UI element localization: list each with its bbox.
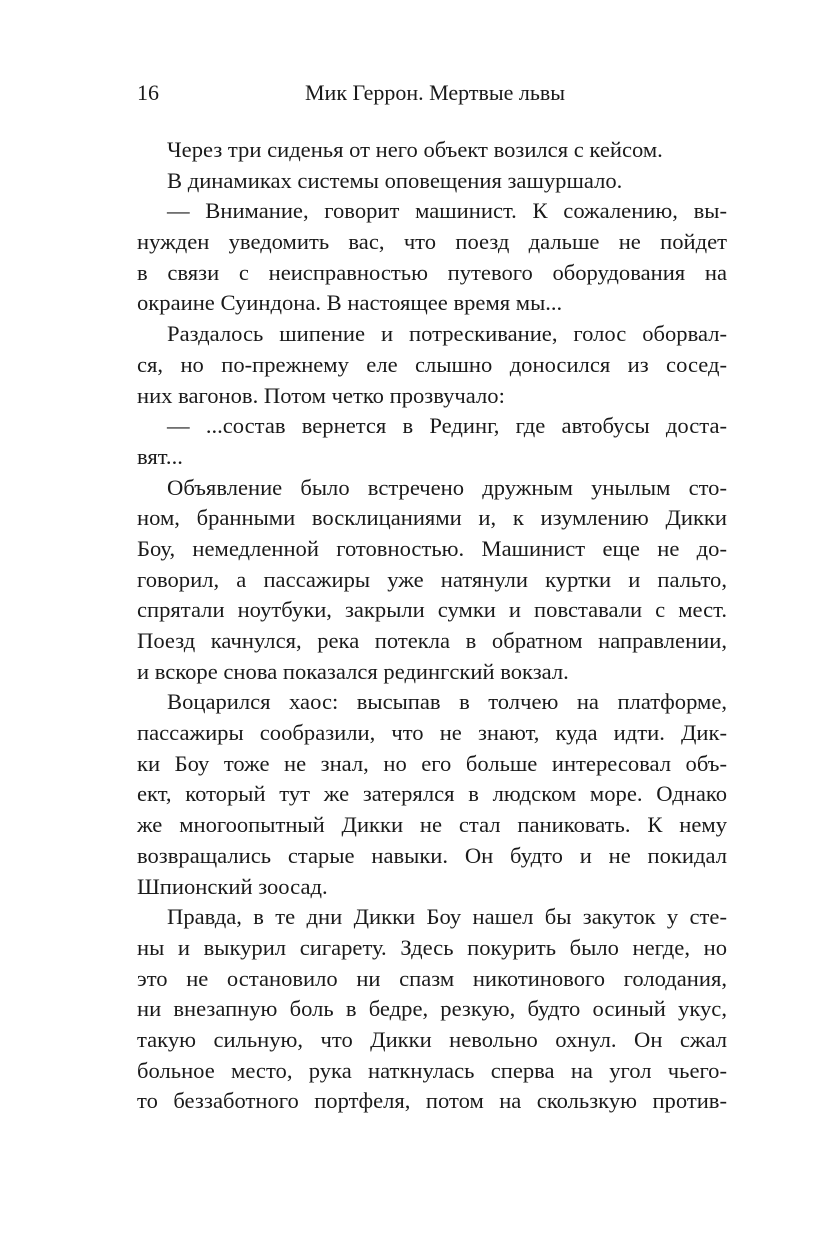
text-line: и вскоре снова показался редингский вокзал. [137,658,569,684]
page-number: 16 [137,80,159,105]
text-line: Через три сиденья от него объект возился с кейсом. [167,137,663,162]
text-line: больное место, рука наткнулась сперва на угол чьего- [137,1057,727,1083]
text-line: — Внимание, говорит машинист. К сожалению, вы- [167,198,727,224]
text-line: Воцарился хаос: высыпав в толчею на платформе, [167,689,727,715]
text-line: Раздалось шипение и потрескивание, голос оборвал- [167,321,727,347]
text-line: возвращались старые навыки. Он будто и не покидал [137,842,727,868]
text-line: Объявление было встречено дружным унылым сто- [167,474,727,500]
text-line: В динамиках системы оповещения зашуршало. [167,167,623,193]
text-line: нужден уведомить вас, что поезд дальше не пойдет [137,229,727,255]
text-line: ном, бранными восклицаниями и, к изумлению Дикки [137,505,727,531]
text-line: Поезд качнулся, река потекла в обратном направлении, [137,628,727,653]
text-line: ки Боу тоже не знал, но его больше интересовал объ- [137,750,727,776]
text-line: окраине Суиндона. В настоящее время мы... [137,290,563,316]
text-line: в связи с неисправностью путевого оборудования на [137,259,727,285]
running-title: Мик Геррон. Мертвые львы [305,80,566,105]
text-line: вят... [137,443,183,469]
text-line: них вагонов. Потом четко прозвучало: [137,382,505,408]
body-text [137,135,727,1117]
text-line: такую сильную, что Дикки невольно охнул. Он сжал [137,1026,727,1052]
text-line: Шпионский зоосад. [137,873,328,899]
text-line: это не остановило ни спазм никотинового голодания, [137,965,727,991]
text-line: ся, но по-прежнему еле слышно доносился из сосед- [137,351,727,377]
text-line: же многоопытный Дикки не стал паниковать. К нему [137,812,727,838]
text-line: Правда, в те дни Дикки Боу нашел бы закуток у сте- [167,904,727,930]
text-line: ни внезапную боль в бедре, резкую, будто осиный укус, [137,996,727,1022]
text-line: ект, который тут же затерялся в людском море. Однако [137,781,727,807]
text-line: ны и выкурил сигарету. Здесь покурить было негде, но [137,934,727,960]
running-header [137,78,727,108]
text-line: — ...состав вернется в Рединг, где автобусы доста- [167,413,727,439]
text-line: спрятали ноутбуки, закрыли сумки и повставали с мест. [137,597,727,623]
text-line: Боу, немедленной готовностью. Машинист еще не до- [137,535,727,561]
text-line: пассажиры сообразили, что не знают, куда идти. Дик- [137,720,727,746]
text-line: то беззаботного портфеля, потом на скользкую против- [137,1088,727,1114]
text-line: говорил, а пассажиры уже натянули куртки и пальто, [137,566,727,592]
